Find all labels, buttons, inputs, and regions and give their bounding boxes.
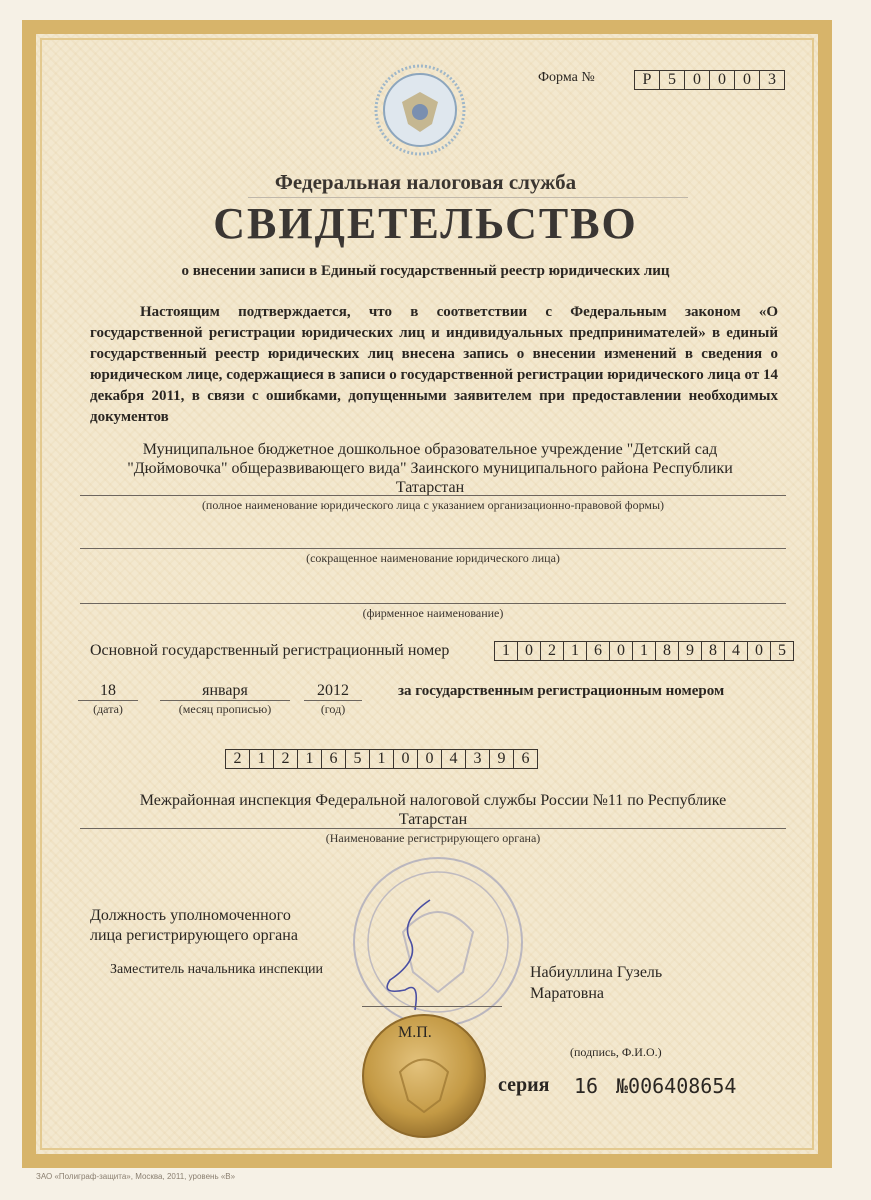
registering-authority [80,791,786,829]
date-month: января [202,682,248,699]
ogrn-digit: 1 [495,642,518,660]
form-label: Форма № [538,70,595,85]
printer-note: ЗАО «Полиграф-защита», Москва, 2011, уровень «В» [36,1172,236,1181]
short-name-caption: (сокращенное наименование юридического лица) [306,551,560,565]
ogrn-digit: 1 [564,642,587,660]
position-label [90,906,298,946]
grn-digit: 0 [418,750,442,768]
full-name-caption: (полное наименование юридического лица с указанием организационно-правовой формы) [201,498,665,512]
signature-icon [360,880,460,1020]
grn-digit: 3 [466,750,490,768]
month-underline [160,700,290,701]
ogrn-label: Основной государственный регистрационный номер [90,642,450,659]
entity-name-line: Татарстан [395,479,465,496]
short-name-underline [80,548,786,549]
ogrn-digit: 0 [610,642,633,660]
document-subtitle: о внесении записи в Единый государственный реестр юридических лиц [181,263,670,279]
ogrn-digit: 9 [679,642,702,660]
entity-name-line: "Дюймовочка" общеразвивающего вида" Заинского муниципального района Республики [127,460,733,477]
year-caption: (год) [320,702,346,716]
form-digit: 5 [660,71,685,89]
grn-digit: 2 [226,750,250,768]
authority-line: Татарстан [398,811,468,828]
grn-digit: 1 [370,750,394,768]
date-day: 18 [100,682,116,699]
entity-full-name [80,440,780,497]
ogrn-digit: 6 [587,642,610,660]
grn-digit: 4 [442,750,466,768]
ogrn-digit: 8 [656,642,679,660]
grn-digit: 5 [346,750,370,768]
ogrn-digit: 0 [748,642,771,660]
form-digit: 0 [685,71,710,89]
grn-digit: 1 [250,750,274,768]
certificate-number [616,1074,736,1098]
number-prefix: № [616,1074,629,1098]
certification-text: Настоящим подтверждается, что в соответствии с Федеральным законом «О государственной регистрации юридических лиц и индивидуальных предпринимателей» в единый государственный реестр юридических лиц внесена запись о внесении изменений в сведения о юридическом лице, содержащиеся в записи о государственной регистрации юридического лица от 14 декабря 2011, в связи с ошибками, допущенными заявителем при предоставлении необходимых документов [90,304,778,425]
signatory-name [530,962,662,1004]
ogrn-digit: 4 [725,642,748,660]
form-digit: 0 [710,71,735,89]
month-caption: (месяц прописью) [178,702,272,716]
full-name-underline [80,495,786,496]
year-underline [304,700,362,701]
form-digit: 0 [735,71,760,89]
form-digit: Р [635,71,660,89]
form-number [634,70,785,90]
document-title: СВИДЕТЕЛЬСТВО [213,199,638,248]
number-value: 006408654 [628,1074,737,1098]
authority-underline [80,828,786,829]
grn-digit: 0 [394,750,418,768]
position-label-line: Должность уполномоченного [90,907,291,924]
date-year: 2012 [317,682,349,699]
brand-name-underline [80,603,786,604]
registration-number-label: за государственным регистрационным номером [398,683,725,699]
signatory-name-line: Набиуллина Гузель [530,964,663,981]
series-label: серия [498,1074,550,1096]
authority-caption: (Наименование регистрирующего органа) [325,831,541,845]
signature-caption: (подпись, Ф.И.О.) [570,1045,662,1059]
grn-digit: 2 [274,750,298,768]
ogrn-digit: 0 [518,642,541,660]
position-label-line: лица регистрирующего органа [90,927,298,944]
grn-digit: 1 [298,750,322,768]
brand-name-caption: (фирменное наименование) [362,606,504,620]
grn-digit: 9 [490,750,514,768]
ogrn-number [494,641,794,661]
ogrn-digit: 8 [702,642,725,660]
ogrn-digit: 1 [633,642,656,660]
authority-line: Межрайонная инспекция Федеральной налоговой службы России №11 по Республике [139,792,727,809]
day-underline [78,700,138,701]
day-caption: (дата) [93,702,123,716]
signature-underline [362,1006,502,1007]
grn-digit: 6 [322,750,346,768]
agency-name: Федеральная налоговая служба [274,170,577,194]
entity-name-line: Муниципальное бюджетное дошкольное образовательное учреждение "Детский сад [142,441,718,458]
emblem-icon [372,62,468,158]
ogrn-digit: 2 [541,642,564,660]
grn-digit: 6 [521,750,530,767]
ogrn-digit: 5 [778,642,786,659]
grn-number [225,749,538,769]
signatory-position: Заместитель начальника инспекции [110,962,324,977]
series-value: 16 [574,1074,599,1098]
stamp-label: М.П. [398,1024,432,1041]
signatory-name-line: Маратовна [530,985,605,1002]
form-digit: 3 [768,71,776,88]
